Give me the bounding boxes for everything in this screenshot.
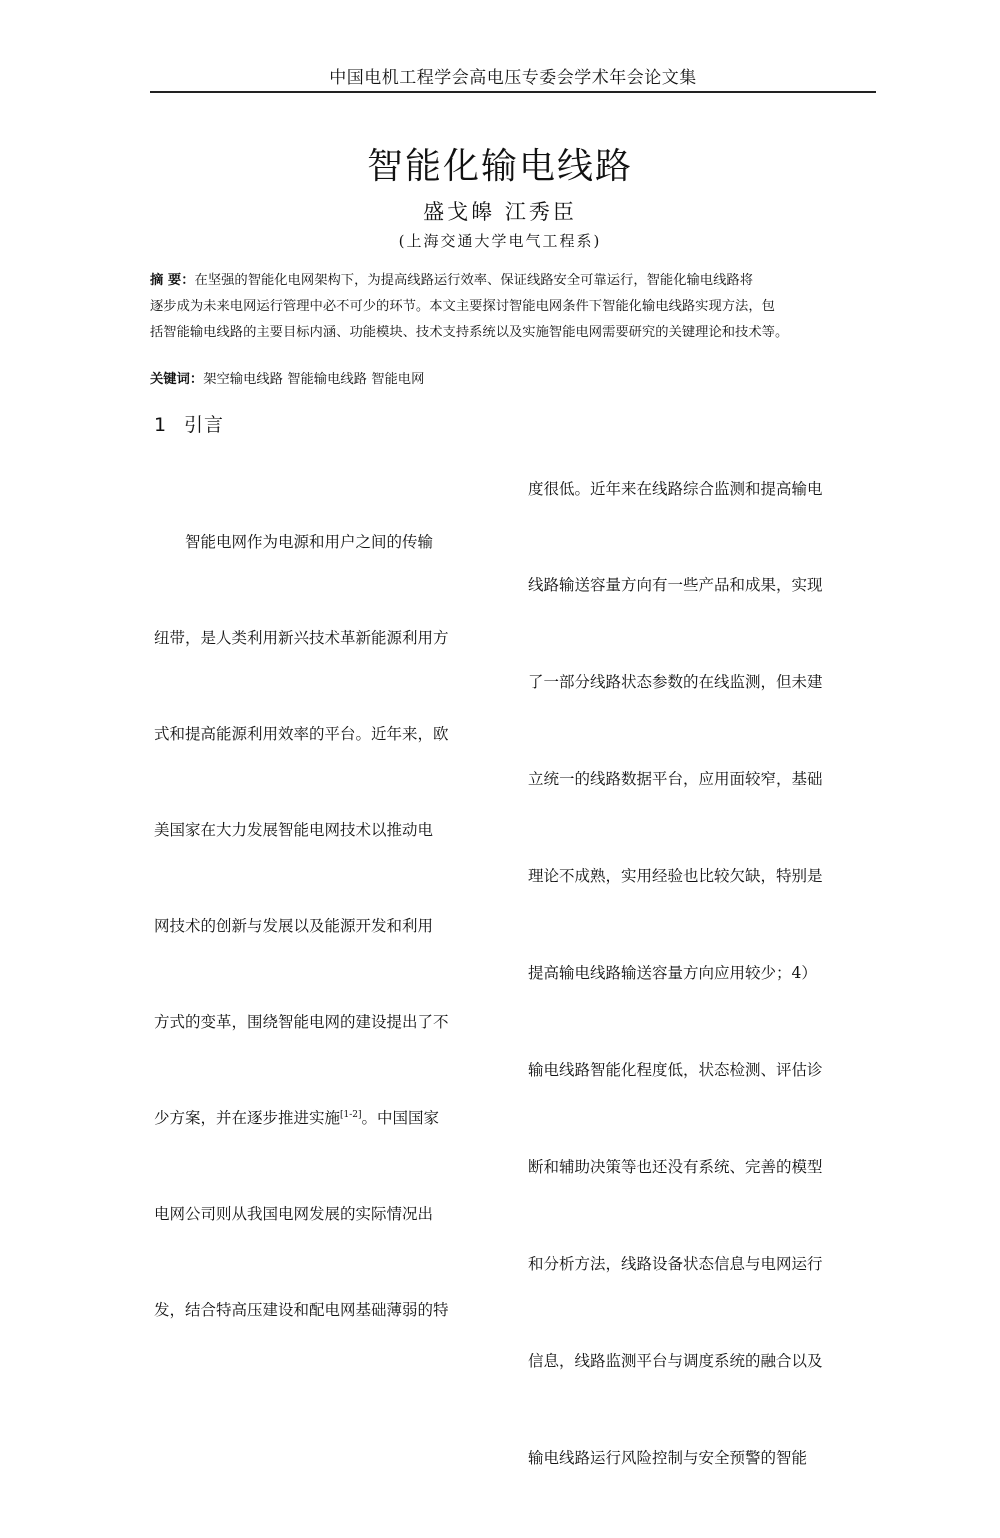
abstract-label: 摘 要：	[150, 273, 195, 288]
keywords-label: 关键词：	[150, 372, 204, 387]
abstract-line-3: 括智能输电线路的主要目标内涵、功能模块、技术支持系统以及实施智能电网需要研究的关键理论和技术等。	[150, 325, 789, 340]
citation-text-after: 。中国国家	[361, 1109, 440, 1127]
abstract	[150, 268, 876, 346]
body-line: 式和提高能源利用效率的平台。近年来，欧	[154, 725, 449, 743]
abstract-text-1: 在坚强的智能化电网架构下，为提高线路运行效率、保证线路安全可靠运行，智能化输电线路将	[194, 273, 753, 288]
body-line: 立统一的线路数据平台，应用面较窄，基础	[528, 770, 823, 789]
right-column	[528, 408, 868, 1538]
body-line: 输电线路智能化程度低，状态检测、评估诊	[528, 1060, 823, 1079]
body-line: 网技术的创新与发展以及能源开发和利用	[154, 917, 434, 935]
citation-text-before: 少方案，并在逐步推进实施	[154, 1109, 341, 1127]
body-line: 线路输送容量方向有一些产品和成果，实现	[528, 576, 823, 595]
section-heading	[154, 410, 224, 437]
left-column	[154, 462, 494, 1390]
body-line: 度很低。近年来在线路综合监测和提高输电	[528, 479, 823, 498]
keywords	[150, 368, 876, 392]
body-line: 美国家在大力发展智能电网技术以推动电	[154, 821, 434, 839]
body-line: 方式的变革，围绕智能电网的建设提出了不	[154, 1013, 449, 1031]
keywords-text: 架空输电线路 智能输电线路 智能电网	[203, 372, 425, 387]
section-title: 引言	[184, 414, 225, 436]
body-line: 纽带，是人类利用新兴技术革新能源利用方	[154, 629, 449, 647]
abstract-line-2: 逐步成为未来电网运行管理中必不可少的环节。本文主要探讨智能电网条件下智能化输电线路实现方法，包	[150, 299, 775, 314]
body-line: 和分析方法，线路设备状态信息与电网运行	[528, 1254, 823, 1273]
running-header: 中国电机工程学会高电压专委会学术年会论文集	[329, 68, 697, 88]
header-rule	[150, 91, 876, 93]
body-line: 电网公司则从我国电网发展的实际情况出	[154, 1205, 434, 1223]
body-line: 发，结合特高压建设和配电网基础薄弱的特	[154, 1301, 449, 1319]
paper-title: 智能化输电线路	[366, 146, 633, 187]
body-line: 断和辅助决策等也还没有系统、完善的模型	[528, 1157, 823, 1176]
body-line: 理论不成熟，实用经验也比较欠缺，特别是	[528, 867, 823, 886]
body-line-citation	[154, 1102, 494, 1134]
abstract-line-1	[150, 268, 876, 294]
body-line: 智能电网作为电源和用户之间的传输	[154, 533, 434, 551]
citation-ref: [1-2]	[340, 1109, 362, 1120]
paper-affiliation: (上海交通大学电气工程系)	[398, 232, 602, 250]
body-line: 信息，线路监测平台与调度系统的融合以及	[528, 1351, 823, 1370]
body-line: 了一部分线路状态参数的在线监测，但未建	[528, 673, 823, 692]
section-number: 1	[154, 414, 168, 436]
body-line: 输电线路运行风险控制与安全预警的智能	[528, 1448, 808, 1467]
paper-authors: 盛戈皞 江秀臣	[423, 200, 577, 224]
body-line: 提高输电线路输送容量方向应用较少；4）	[528, 964, 817, 983]
